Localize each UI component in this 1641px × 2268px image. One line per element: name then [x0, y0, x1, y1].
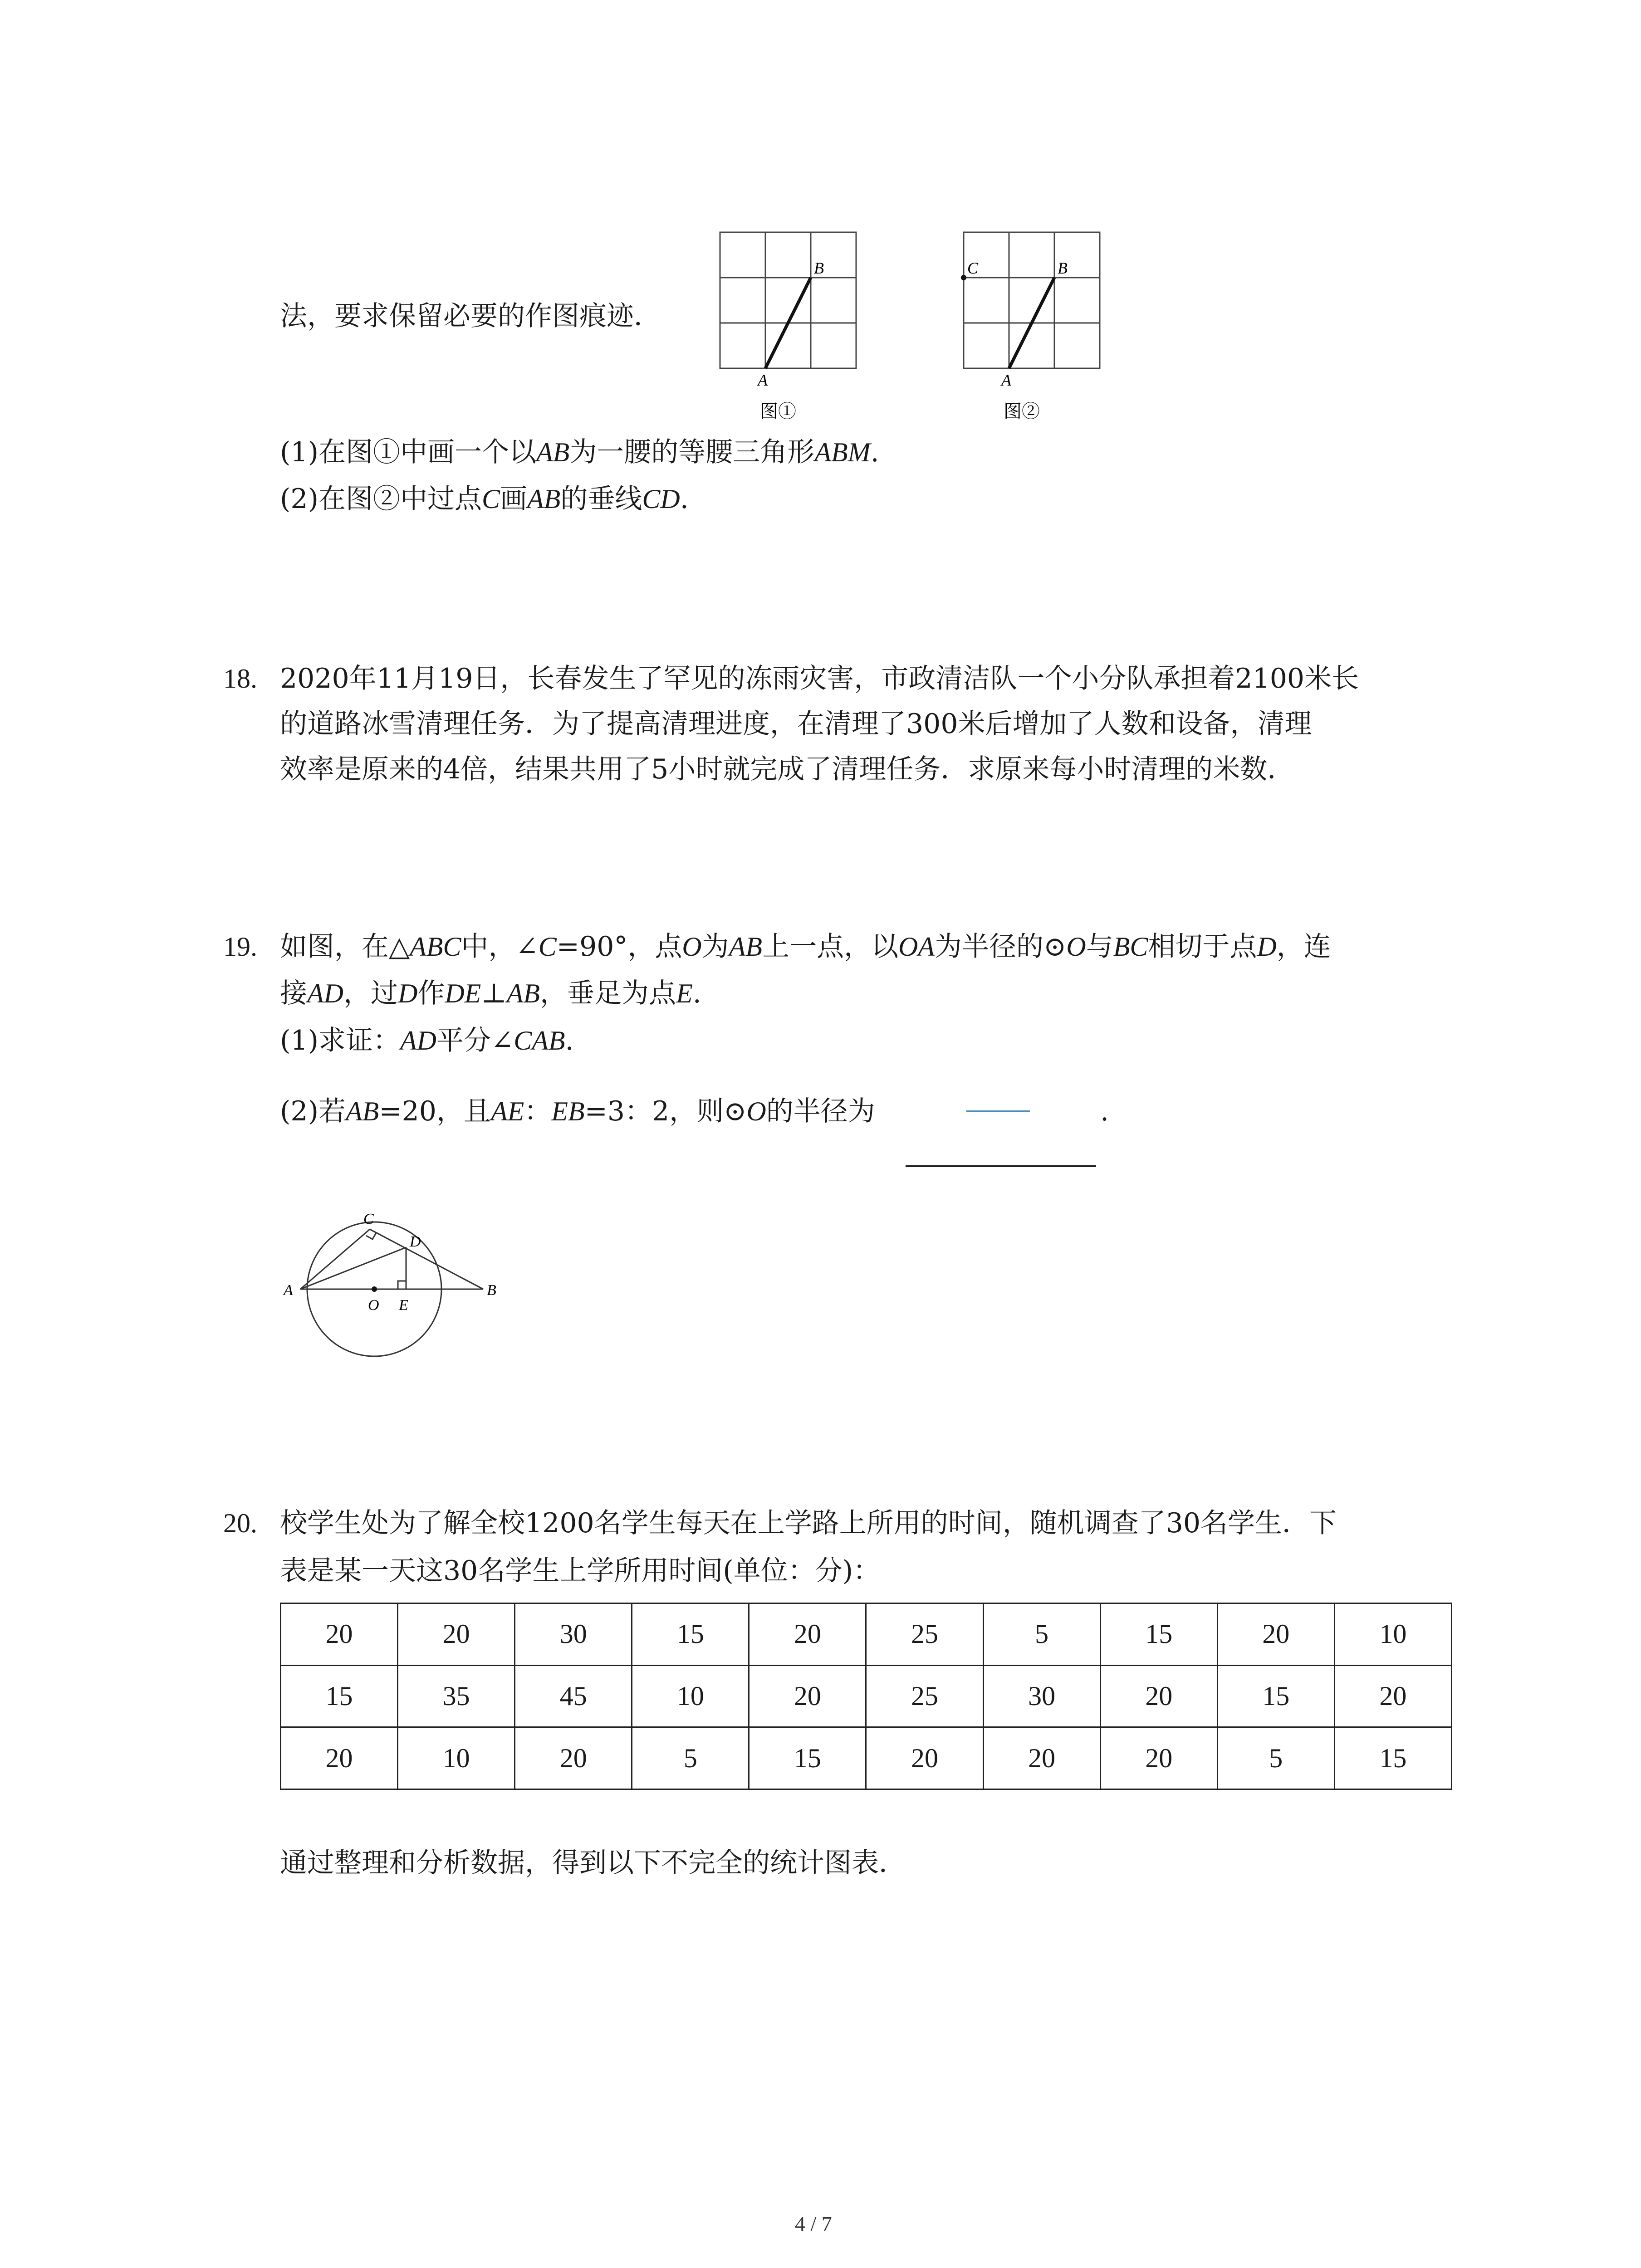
table-cell: 30: [983, 1665, 1100, 1727]
q19-part1: (1)求证：AD平分∠CAB.: [280, 1025, 574, 1056]
q18-number: 18.: [223, 664, 257, 694]
q18-line-3: 效率是原来的4倍，结果共用了5小时就完成了清理任务．求原来每小时清理的米数．: [280, 753, 1295, 785]
q20-line-2: 表是某一天这30名学生上学所用时间(单位：分)：: [280, 1555, 881, 1587]
table-cell: 20: [281, 1603, 398, 1666]
table-cell: 20: [1334, 1665, 1451, 1727]
q19-number: 19.: [223, 932, 257, 962]
q19-line-1: 如图，在△ABC中，∠C=90°，点O为AB上一点，以OA为半径的⊙O与BC相切于点D，连: [280, 931, 1331, 963]
q17-intro-text: 法，要求保留必要的作图痕迹．: [280, 300, 661, 332]
table-cell: 20: [749, 1603, 866, 1666]
right-angle-c: [366, 1233, 376, 1239]
label-a: A: [284, 1282, 293, 1299]
point-c: [961, 275, 966, 280]
label-c: C: [363, 1211, 374, 1227]
table-cell: 35: [398, 1665, 515, 1727]
right-angle-e: [398, 1281, 406, 1289]
table-cell: 20: [866, 1727, 983, 1789]
label-a: A: [758, 371, 768, 389]
figure-caption: 图②: [1004, 401, 1040, 421]
table-row: [281, 1603, 1452, 1666]
table-cell: 5: [1217, 1727, 1334, 1789]
table-cell: 20: [281, 1727, 398, 1789]
table-row: [281, 1665, 1452, 1727]
point-o: [372, 1286, 377, 1292]
q20-number: 20.: [223, 1508, 257, 1538]
table-cell: 15: [632, 1603, 749, 1666]
q17-figure-2: [951, 225, 1106, 433]
segment-ad: [300, 1247, 406, 1289]
table-cell: 25: [866, 1603, 983, 1666]
table-cell: 15: [749, 1727, 866, 1789]
q18-line-2: 的道路冰雪清理任务．为了提高清理进度，在清理了300米后增加了人数和设备，清理: [280, 708, 1312, 740]
label-o: O: [368, 1297, 379, 1314]
table-row: [281, 1727, 1452, 1789]
q18-line-1: 2020年11月19日，长春发生了罕见的冻雨灾害，市政清洁队一个小分队承担着2100米长: [280, 663, 1359, 694]
q20-line-1: 校学生处为了解全校1200名学生每天在上学路上所用的时间，随机调查了30名学生．下: [280, 1507, 1337, 1539]
table-cell: 20: [983, 1727, 1100, 1789]
table-cell: 15: [1217, 1665, 1334, 1727]
segment-cb: [370, 1229, 483, 1289]
label-b: B: [1058, 259, 1068, 277]
label-e: E: [399, 1297, 408, 1314]
answer-blank[interactable]: [906, 1165, 1096, 1167]
table-cell: 10: [398, 1727, 515, 1789]
label-d: D: [410, 1233, 421, 1250]
table-cell: 25: [866, 1665, 983, 1727]
q17-part2: (2)在图②中过点C画AB的垂线CD.: [280, 483, 689, 515]
table-cell: 20: [515, 1727, 632, 1789]
table-cell: 20: [749, 1665, 866, 1727]
q20-after-text: 通过整理和分析数据，得到以下不完全的统计图表．: [280, 1847, 906, 1879]
q19-part2: (2)若AB=20，且AE：EB=3：2，则⊙O的半径为: [280, 1095, 875, 1127]
q17-figure-1: [708, 225, 862, 433]
table-cell: 15: [1334, 1727, 1451, 1789]
table-cell: 30: [515, 1603, 632, 1666]
table-cell: 5: [983, 1603, 1100, 1666]
answer-mark: [966, 1110, 1030, 1112]
segment-ac: [300, 1229, 370, 1289]
table-cell: 15: [1100, 1603, 1217, 1666]
label-b: B: [487, 1282, 496, 1299]
q19-figure: [279, 1166, 506, 1365]
table-cell: 10: [1334, 1603, 1451, 1666]
table-cell: 5: [632, 1727, 749, 1789]
table-cell: 20: [398, 1603, 515, 1666]
label-a: A: [1001, 371, 1011, 389]
q19-part2-period: .: [1100, 1095, 1109, 1127]
table-cell: 20: [1100, 1727, 1217, 1789]
label-b: B: [814, 259, 824, 277]
table-cell: 45: [515, 1665, 632, 1727]
table-cell: 20: [1100, 1665, 1217, 1727]
q17-part1: (1)在图①中画一个以AB为一腰的等腰三角形ABM.: [280, 436, 879, 468]
commute-time-table: [280, 1603, 1452, 1790]
table-cell: 10: [632, 1665, 749, 1727]
table-cell: 20: [1217, 1603, 1334, 1666]
table-cell: 15: [281, 1665, 398, 1727]
page-number: 4 / 7: [795, 2212, 832, 2235]
q19-line-2: 接AD，过D作DE⊥AB，垂足为点E.: [280, 978, 701, 1009]
label-c: C: [967, 259, 979, 277]
figure-caption: 图①: [760, 401, 796, 421]
